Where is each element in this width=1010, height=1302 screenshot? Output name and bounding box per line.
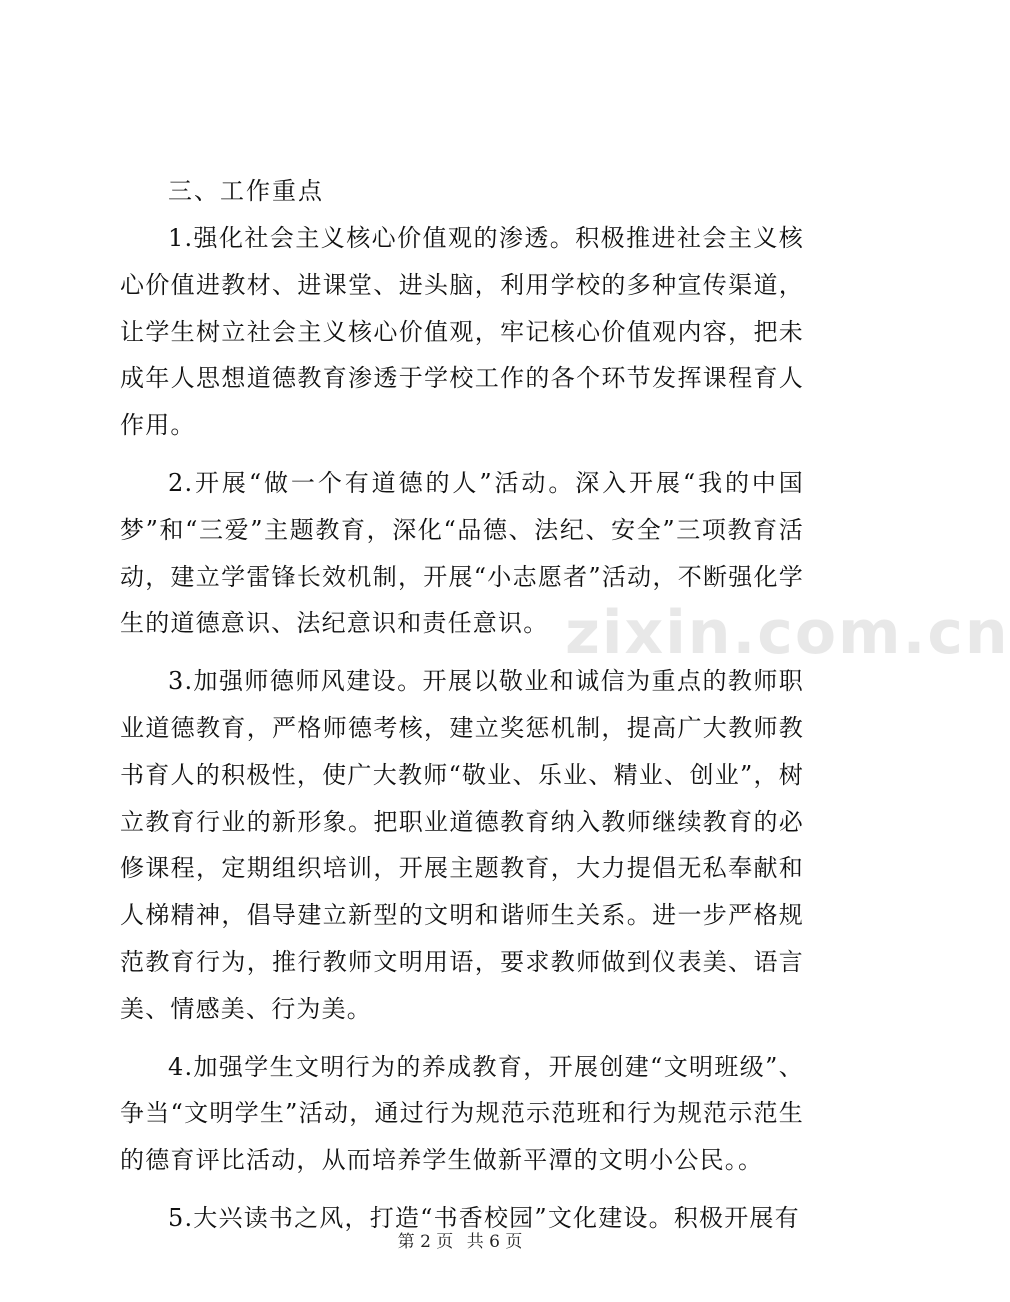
page-number: 第 2 页 — [397, 1232, 454, 1252]
paragraph-3: 3.加强师德师风建设。开展以敬业和诚信为重点的教师职业道德教育，严格师德考核，建立奖惩机制，提高广大教师教书育人的积极性，使广大教师“敬业、乐业、精业、创业”，树立教育行业的新形象。把职业道德教育纳入教师继续教育的必修课程，定期组织培训，开展主题教育，大力提倡无私奉献和人梯精神，倡导建立新型的文明和谐师生关系。进一步严格规范教育行为，推行教师文明用语，要求教师做到仪表美、语言美、情感美、行为美。 — [120, 667, 804, 1023]
watermark: zixin.com.cn — [565, 598, 1010, 668]
paragraph-4: 4.加强学生文明行为的养成教育，开展创建“文明班级”、争当“文明学生”活动，通过行为规范示范班和行为规范示范生的德育评比活动，从而培养学生做新平潭的文明小公民。。 — [120, 1052, 804, 1175]
section-heading: 三、工作重点 — [168, 177, 324, 205]
paragraph-5: 5.大兴读书之风，打造“书香校园”文化建设。积极开展有 — [168, 1203, 800, 1232]
paragraph-1: 1.强化社会主义核心价值观的渗透。积极推进社会主义核心价值进教材、进课堂、进头脑，利用学校的多种宣传渠道，让学生树立社会主义核心价值观，牢记核心价值观内容，把未成年人思想道德教育渗透于学校工作的各个环节发挥课程育人作用。 — [120, 224, 804, 440]
page-total: 共 6 页 — [466, 1232, 523, 1252]
document-body — [120, 167, 804, 1253]
page-footer — [0, 1227, 920, 1252]
paragraph-2: 2.开展“做一个有道德的人”活动。深入开展“我的中国梦”和“三爱”主题教育，深化“品德、法纪、安全”三项教育活动，建立学雷锋长效机制，开展“小志愿者”活动，不断强化学生的道德意识、法纪意识和责任意识。 — [120, 468, 804, 638]
